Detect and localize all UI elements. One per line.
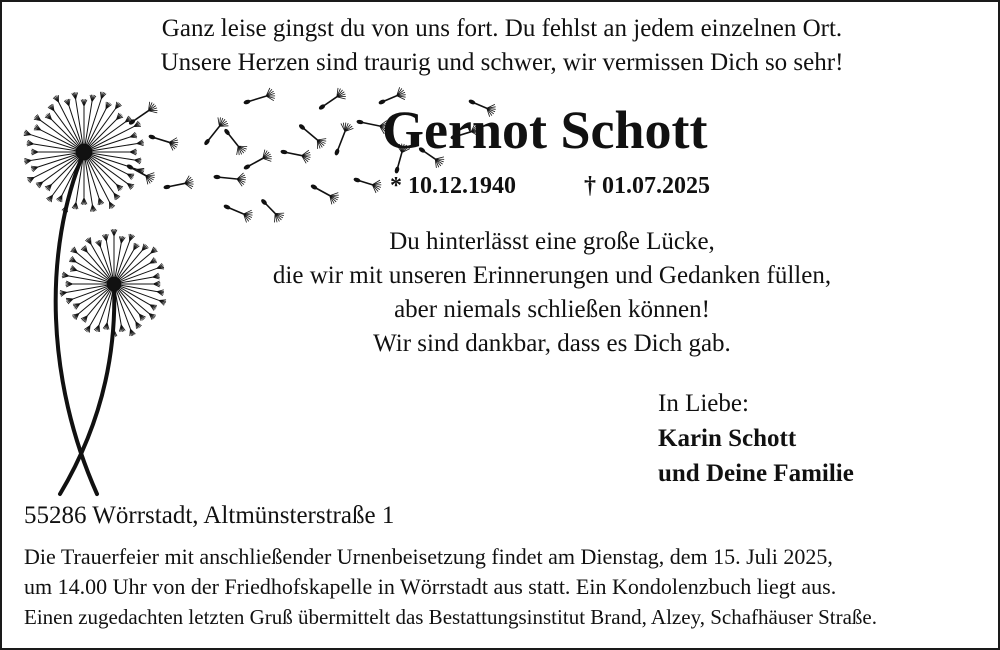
notice-line-1: Die Trauerfeier mit anschließender Urnenbeisetzung findet am Dienstag, dem 15. Juli 2025, (24, 544, 833, 569)
motto-line-2: Unsere Herzen sind traurig und schwer, wir vermissen Dich so sehr! (160, 49, 844, 76)
notice-line-2: um 14.00 Uhr von der Friedhofskapelle in Wörrstadt aus statt. Ein Kondolenzbuch liegt aus. (24, 574, 837, 599)
motto-line-1: Ganz leise gingst du von uns fort. Du fehlst an jedem einzelnen Ort. (161, 15, 843, 42)
address: 55286 Wörrstadt, Altmünsterstraße 1 (24, 502, 395, 529)
verse-line-4: Wir sind dankbar, dass es Dich gab. (373, 330, 731, 357)
verse (202, 225, 902, 361)
mourners-signature (658, 386, 854, 491)
death-date: † 01.07.2025 (584, 173, 710, 199)
motto (2, 12, 1000, 80)
signature-intro: In Liebe: (658, 390, 749, 417)
funeral-notice (24, 542, 984, 632)
notice-line-3: Einen zugedachten letzten Gruß übermittelt das Bestattungsinstitut Brand, Alzey, Schafhäuser Straße. (24, 605, 877, 629)
signature-name: Karin Schott (658, 425, 797, 452)
verse-line-3: aber niemals schließen können! (394, 296, 710, 323)
deceased-name: Gernot Schott (382, 100, 708, 160)
verse-line-1: Du hinterlässt eine große Lücke, (389, 228, 715, 255)
verse-line-2: die wir mit unseren Erinnerungen und Gedanken füllen, (272, 262, 832, 289)
birth-date: * 10.12.1940 (390, 173, 516, 199)
signature-family: und Deine Familie (658, 460, 854, 487)
